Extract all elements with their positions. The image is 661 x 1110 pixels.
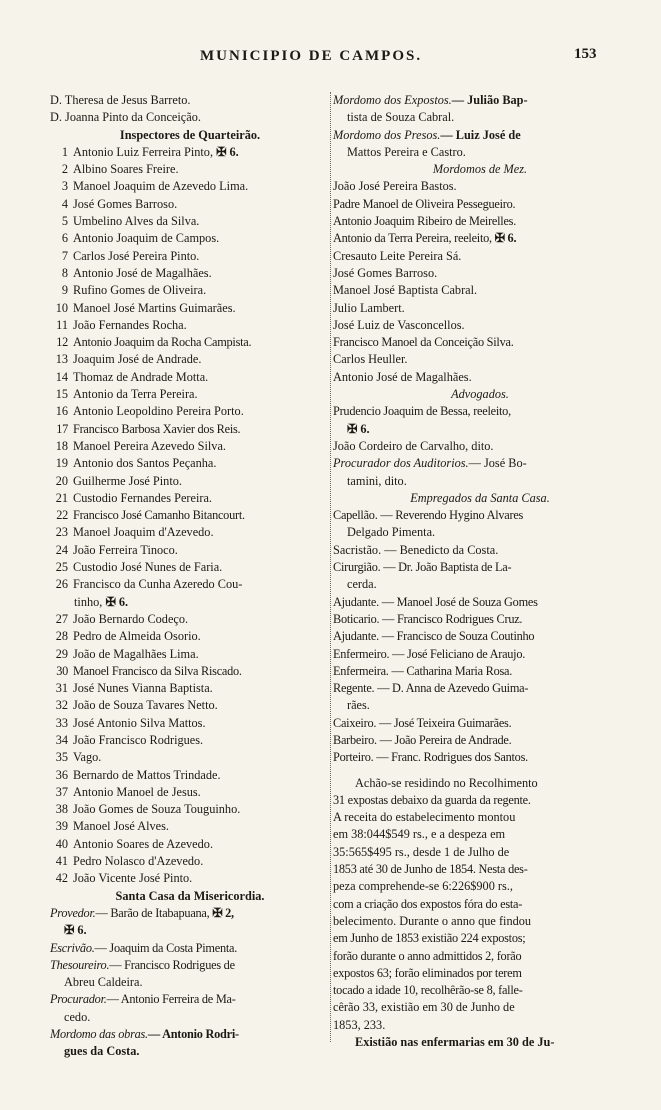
- list-item: 36 Bernardo de Mattos Trindade.: [55, 767, 221, 782]
- list-item: 24 João Ferreira Tinoco.: [55, 542, 178, 557]
- list-item: 30 Manoel Francisco da Silva Riscado.: [56, 663, 242, 678]
- regente-entry: Regente. — D. Anna de Azevedo Guima-: [333, 681, 529, 696]
- cirurgiao-entry: Cirurgião. — Dr. João Baptista de La-: [333, 560, 512, 575]
- procurador-entry-cont: cedo.: [64, 1009, 91, 1024]
- order-cross-icon: ✠ 2,: [212, 905, 234, 920]
- order-cross-icon: ✠ 6.: [64, 923, 87, 938]
- order-cross-icon: ✠ 6.: [347, 421, 370, 436]
- paragraph-line: cêrão 33, existião em 30 de Junho de: [333, 1000, 515, 1015]
- paragraph-line: 1853 até 30 de Junho de 1854. Nesta des-: [333, 862, 528, 877]
- list-item: 9 Rufino Gomes de Oliveira.: [61, 283, 207, 298]
- paragraph-line: 31 expostas debaixo da guarda da regente.: [333, 792, 531, 807]
- cirurgiao-entry-cont: cerda.: [347, 577, 377, 592]
- expostos-entry: Mordomo dos Expostos.— Julião Bap-: [333, 93, 528, 107]
- sacristao-entry: Sacristão. — Benedicto da Costa.: [333, 542, 499, 557]
- list-item: Julio Lambert.: [333, 300, 405, 315]
- list-item: 5 Umbelino Alves da Silva.: [61, 214, 200, 229]
- provedor-entry-cont: [50, 922, 330, 939]
- regente-entry-cont: rães.: [347, 698, 370, 713]
- list-item: 29 João de Magalhães Lima.: [55, 646, 199, 661]
- page-title: MUNICIPIO DE CAMPOS.: [200, 48, 423, 64]
- left-column: [50, 92, 330, 1061]
- mordomo-obras-entry-cont: gues da Costa.: [64, 1044, 140, 1059]
- list-item: Francisco Manoel da Conceição Silva.: [333, 335, 514, 350]
- paragraph-line: belecimento. Durante o anno que findou: [333, 913, 532, 928]
- list-item: José Luiz de Vasconcellos.: [333, 317, 465, 332]
- list-item: Antonio Joaquim Ribeiro de Meirelles.: [333, 214, 517, 229]
- list-item: Boticario. — Francisco Rodrigues Cruz.: [333, 611, 523, 626]
- list-item: 20 Guilherme José Pinto.: [55, 473, 182, 488]
- list-item: Porteiro. — Franc. Rodrigues dos Santos.: [333, 750, 528, 765]
- provedor-entry: Provedor.— Barão de Itabapuana, ✠ 2,: [50, 905, 234, 920]
- capellao-entry: Capellão. — Reverendo Hygino Alvares: [333, 508, 524, 523]
- procurador-entry: Procurador.— Antonio Ferreira de Ma-: [50, 992, 236, 1007]
- section-heading-empregados: Empregados da Santa Casa.: [410, 490, 550, 505]
- list-item: 18 Manoel Pereira Azevedo Silva.: [55, 438, 226, 453]
- inspectores-list: [50, 144, 330, 888]
- right-column: [333, 92, 627, 1051]
- order-cross-icon: ✠ 6.: [494, 231, 517, 246]
- advogado-entry: Prudencio Joaquim de Bessa, reeleito,: [333, 404, 511, 419]
- list-item: 42 João Vicente José Pinto.: [55, 871, 193, 886]
- list-item: Padre Manoel de Oliveira Pessegueiro.: [333, 196, 516, 211]
- thesoureiro-entry-cont: Abreu Caldeira.: [64, 975, 143, 990]
- section-heading-advogados: Advogados.: [451, 387, 509, 402]
- list-item: 34 João Francisco Rodrigues.: [55, 732, 204, 747]
- order-cross-icon: ✠ 6.: [216, 144, 239, 159]
- advogado-entry-cont: [333, 421, 627, 438]
- list-item: 2 Albino Soares Freire.: [61, 162, 179, 177]
- list-item: 10 Manoel José Martins Guimarães.: [55, 300, 236, 315]
- list-item: 4 José Gomes Barroso.: [61, 196, 178, 211]
- list-item-continuation: tinho, ✠ 6.: [74, 594, 129, 609]
- list-item: Antonio da Terra Pereira, reeleito, ✠ 6.: [333, 231, 517, 246]
- mordomo-obras-entry: Mordomo das obras.— Antonio Rodri-: [50, 1027, 239, 1042]
- list-item: Manoel José Baptista Cabral.: [333, 283, 478, 298]
- paragraph-line: peza comprehende-se 6:226$900 rs.,: [333, 879, 513, 894]
- paragraph-line: 1853, 233.: [333, 1017, 386, 1032]
- list-item: 31 José Nunes Vianna Baptista.: [55, 681, 213, 696]
- procurador-auditorios-entry: Procurador dos Auditorios.— José Bo-: [333, 456, 527, 471]
- paragraph-line: tocado a idade 10, recolhêrão-se 8, falle-: [333, 983, 523, 998]
- list-item: 6 Antonio Joaquim de Campos.: [61, 231, 220, 246]
- list-item: 21 Custodio Fernandes Pereira.: [55, 490, 212, 505]
- list-item: 17 Francisco Barbosa Xavier dos Reis.: [56, 421, 241, 436]
- capellao-entry-cont: Delgado Pimenta.: [347, 525, 436, 540]
- list-item: 19 Antonio dos Santos Peçanha.: [55, 456, 217, 471]
- presos-entry: Mordomo dos Presos.— Luiz José de: [333, 127, 521, 142]
- expostos-entry-cont: tista de Souza Cabral.: [347, 110, 455, 125]
- list-item: Antonio José de Magalhães.: [333, 369, 472, 384]
- column-divider: [330, 92, 331, 1042]
- section-heading-santa-casa: Santa Casa da Misericordia.: [115, 888, 265, 903]
- list-item: 32 João de Souza Tavares Netto.: [55, 698, 218, 713]
- escrivao-entry: Escrivão.— Joaquim da Costa Pimenta.: [50, 940, 238, 955]
- list-item: 16 Antonio Leopoldino Pereira Porto.: [55, 404, 244, 419]
- list-item: 40 Antonio Soares de Azevedo.: [55, 836, 214, 851]
- list-item: Carlos Heuller.: [333, 352, 408, 367]
- list-item: 12 Antonio Joaquim da Rocha Campista.: [56, 335, 252, 350]
- procurador-auditorios-cont: tamini, dito.: [347, 473, 407, 488]
- list-item: 27 João Bernardo Codeço.: [55, 611, 189, 626]
- list-item: 26 Francisco da Cunha Azeredo Cou-: [55, 577, 243, 592]
- text-line: D. Joanna Pinto da Conceição.: [50, 110, 201, 125]
- thesoureiro-entry: Thesoureiro.— Francisco Rodrigues de: [50, 957, 235, 972]
- list-item: 41 Pedro Nolasco d'Azevedo.: [55, 854, 204, 869]
- list-item: Ajudante. — Francisco de Souza Coutinho: [333, 629, 535, 644]
- list-item: 1 Antonio Luiz Ferreira Pinto, ✠ 6.: [61, 144, 239, 159]
- paragraph-line: com a criação dos expostos fóra do esta-: [333, 896, 523, 911]
- paragraph-line: forão durante o anno admittidos 2, forão: [333, 948, 522, 963]
- list-item: 15 Antonio da Terra Pereira.: [55, 387, 198, 402]
- section-heading-inspectores: Inspectores de Quarteirão.: [119, 127, 261, 142]
- paragraph-line: em Junho de 1853 existião 224 expostos;: [333, 931, 526, 946]
- list-item: 13 Joaquim José de Andrade.: [55, 352, 202, 367]
- list-item: 8 Antonio José de Magalhães.: [61, 265, 212, 280]
- list-item: Caixeiro. — José Teixeira Guimarães.: [333, 715, 512, 730]
- list-item: 22 Francisco José Camanho Bitancourt.: [56, 508, 245, 523]
- list-item: Enfermeiro. — José Feliciano de Araujo.: [333, 646, 526, 661]
- list-item: 38 João Gomes de Souza Touguinho.: [55, 802, 241, 817]
- list-item: Enfermeira. — Catharina Maria Rosa.: [333, 663, 513, 678]
- list-item: 33 José Antonio Silva Mattos.: [55, 715, 206, 730]
- list-item: 28 Pedro de Almeida Osorio.: [55, 629, 201, 644]
- recolhimento-paragraph: [333, 775, 627, 1052]
- list-item: 39 Manoel José Alves.: [55, 819, 169, 834]
- list-item: Ajudante. — Manoel José de Souza Gomes: [333, 594, 538, 609]
- text-line: D. Theresa de Jesus Barreto.: [50, 93, 191, 107]
- paragraph-line: Achão-se residindo no Recolhimento: [355, 775, 538, 790]
- list-item: 14 Thomaz de Andrade Motta.: [55, 369, 209, 384]
- order-cross-icon: ✠ 6.: [105, 594, 129, 609]
- list-item: João José Pereira Bastos.: [333, 179, 457, 194]
- list-item: 11 João Fernandes Rocha.: [56, 317, 187, 332]
- list-item: 3 Manoel Joaquim de Azevedo Lima.: [61, 179, 249, 194]
- list-item: José Gomes Barroso.: [333, 265, 438, 280]
- list-item: 7 Carlos José Pereira Pinto.: [61, 248, 200, 263]
- list-item: Barbeiro. — João Pereira de Andrade.: [333, 732, 512, 747]
- paragraph-line: Existião nas enfermarias em 30 de Ju-: [355, 1035, 555, 1050]
- list-item: 35 Vago.: [55, 750, 102, 765]
- paragraph-line: expostos 63; forão eliminados por terem: [333, 965, 522, 980]
- advogado-entry: João Cordeiro de Carvalho, dito.: [333, 438, 494, 453]
- list-item: Cresauto Leite Pereira Sá.: [333, 248, 462, 263]
- section-heading-mez: Mordomos de Mez.: [432, 162, 528, 177]
- presos-entry-cont: Mattos Pereira e Castro.: [347, 144, 466, 159]
- paragraph-line: em 38:044$549 rs., e a despeza em: [333, 827, 506, 842]
- list-item: 25 Custodio José Nunes de Faria.: [55, 560, 223, 575]
- page-header: [0, 44, 661, 78]
- page-number: 153: [574, 46, 597, 62]
- paragraph-line: 35:565$495 rs., desde 1 de Julho de: [333, 844, 510, 859]
- list-item: 23 Manoel Joaquim d'Azevedo.: [55, 525, 214, 540]
- paragraph-line: A receita do estabelecimento montou: [333, 810, 516, 825]
- list-item: 37 Antonio Manoel de Jesus.: [55, 784, 201, 799]
